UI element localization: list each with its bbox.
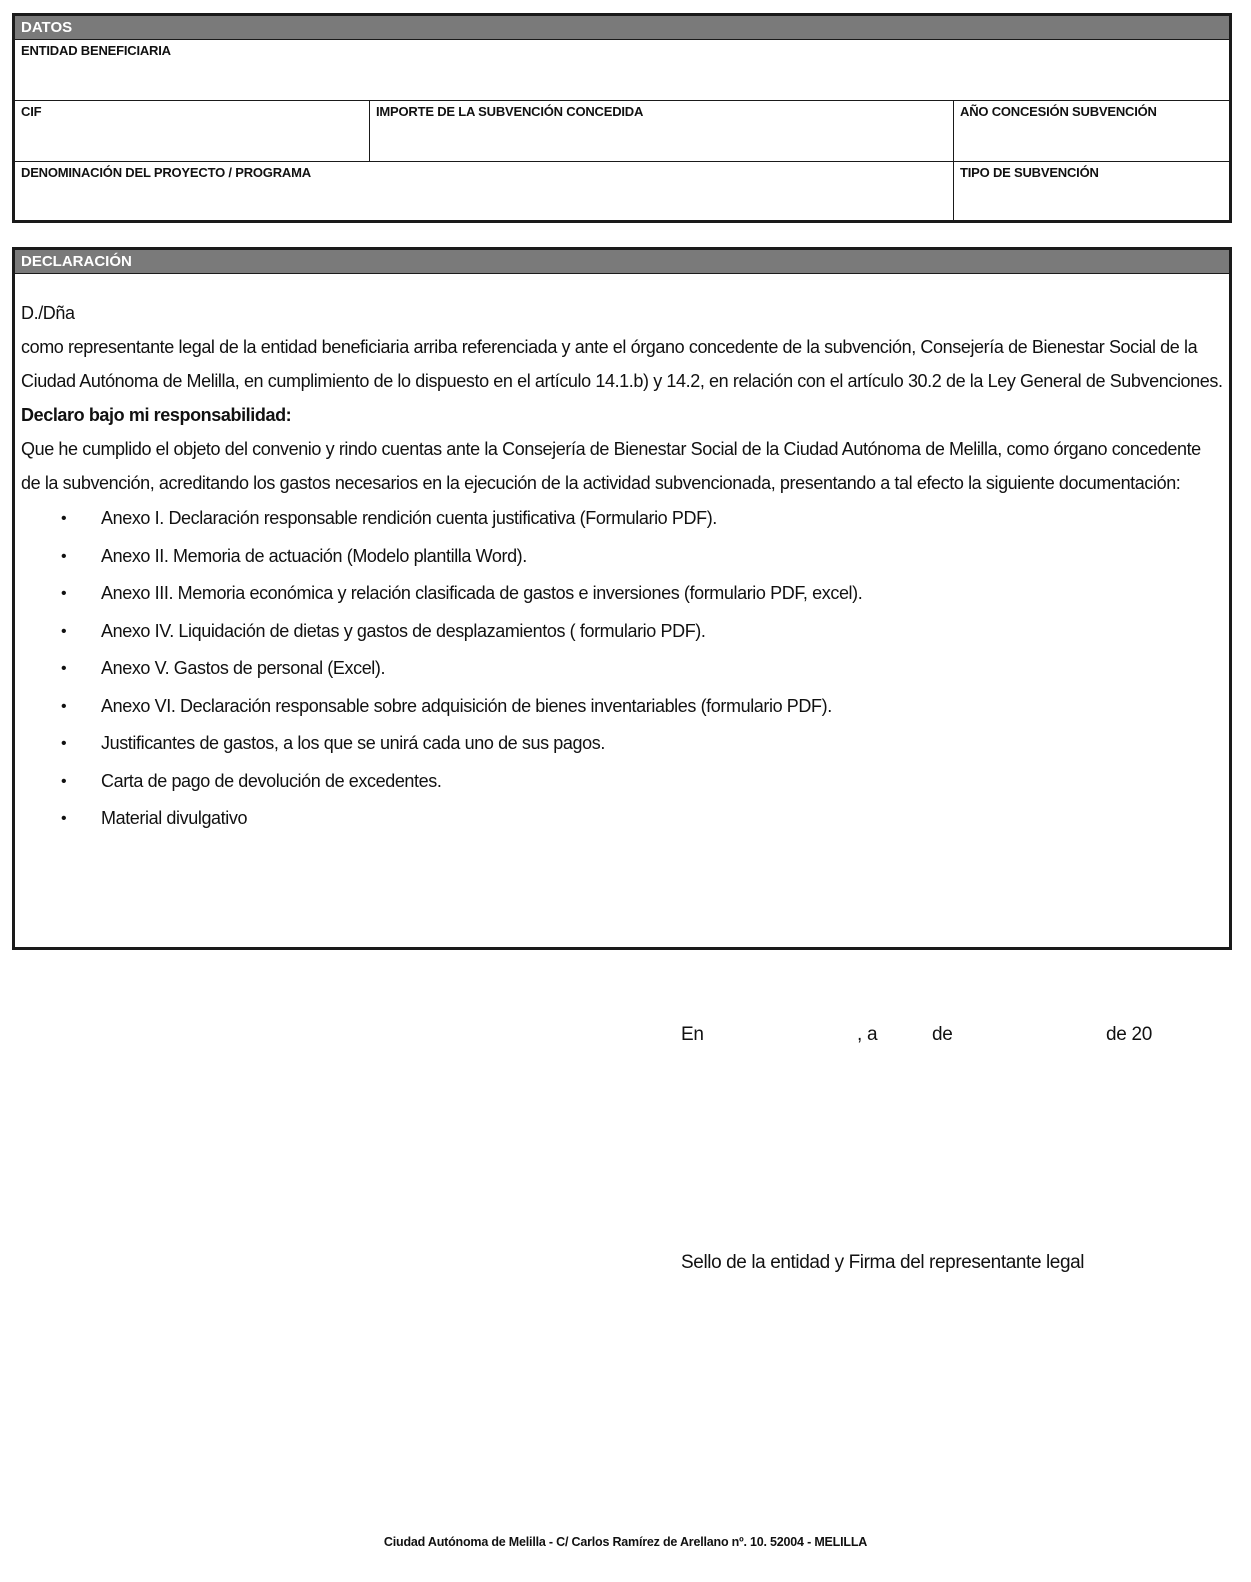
declaracion-body — [15, 274, 1229, 838]
list-item: • Anexo VI. Declaración responsable sobre adquisición de bienes inventariables (formulario PDF). — [21, 688, 1223, 726]
tipo-label: TIPO DE SUBVENCIÓN — [960, 165, 1099, 180]
datos-header: DATOS — [15, 16, 1229, 40]
fecha-a: , a — [857, 1024, 878, 1045]
list-item: • Anexo III. Memoria económica y relación clasificada de gastos e inversiones (formulario PDF, excel). — [21, 575, 1223, 613]
declaracion-section — [12, 247, 1232, 950]
datos-row-cif — [15, 101, 1229, 162]
tipo-field[interactable] — [954, 162, 1229, 220]
datos-row-denominacion — [15, 162, 1229, 220]
intro-paragraph: como representante legal de la entidad beneficiaria arriba referenciada y ante el órgano concedente de la subvención, Consejería de Bienestar Social de la Ciudad Autónoma de Melilla, en cumplimiento de lo dispuesto en el artículo 14.1.b) y 14.2, en relación con el artículo 30.2 de la Ley General de Subvenciones. — [21, 337, 1223, 391]
list-item: • Anexo V. Gastos de personal (Excel). — [21, 650, 1223, 688]
denominacion-label: DENOMINACIÓN DEL PROYECTO / PROGRAMA — [21, 165, 311, 180]
firma-label: Sello de la entidad y Firma del representante legal — [681, 1252, 1085, 1273]
list-item: • Anexo IV. Liquidación de dietas y gastos de desplazamientos ( formulario PDF). — [21, 613, 1223, 651]
declaro-heading: Declaro bajo mi responsabilidad: — [21, 405, 292, 425]
fecha-en: En — [681, 1024, 704, 1045]
list-item: • Anexo I. Declaración responsable rendición cuenta justificativa (Formulario PDF). — [21, 500, 1223, 538]
fecha-de: de — [932, 1024, 953, 1045]
datos-row-entidad — [15, 40, 1229, 101]
fecha-de-20: de 20 — [1106, 1024, 1153, 1045]
footer-address: Ciudad Autónoma de Melilla - C/ Carlos Ramírez de Arellano nº. 10. 52004 - MELILLA — [383, 1535, 868, 1549]
list-item: • Material divulgativo — [21, 800, 1223, 838]
cumplido-paragraph: Que he cumplido el objeto del convenio y rindo cuentas ante la Consejería de Bienestar Social de la Ciudad Autónoma de Melilla, como órgano concedente de la subvención, acreditando los gastos necesarios en la ejecución de la actividad subvencionada, presentando a tal efecto la siguiente documentación: — [21, 439, 1201, 493]
dona-label: D./Dña — [21, 303, 75, 323]
anio-field[interactable] — [954, 101, 1229, 161]
anio-label: AÑO CONCESIÓN SUBVENCIÓN — [960, 104, 1157, 119]
entidad-label: ENTIDAD BENEFICIARIA — [21, 43, 171, 58]
list-item: • Anexo II. Memoria de actuación (Modelo plantilla Word). — [21, 538, 1223, 576]
entidad-field[interactable] — [15, 40, 1229, 100]
list-item: • Carta de pago de devolución de excedentes. — [21, 763, 1223, 801]
cif-field[interactable] — [15, 101, 370, 161]
importe-label: IMPORTE DE LA SUBVENCIÓN CONCEDIDA — [376, 104, 644, 119]
denominacion-field[interactable] — [15, 162, 954, 220]
documentation-list — [21, 500, 1223, 838]
cif-label: CIF — [21, 104, 42, 119]
importe-field[interactable] — [370, 101, 954, 161]
declaracion-header: DECLARACIÓN — [15, 250, 1229, 274]
datos-section — [12, 13, 1232, 223]
list-item: • Justificantes de gastos, a los que se unirá cada uno de sus pagos. — [21, 725, 1223, 763]
